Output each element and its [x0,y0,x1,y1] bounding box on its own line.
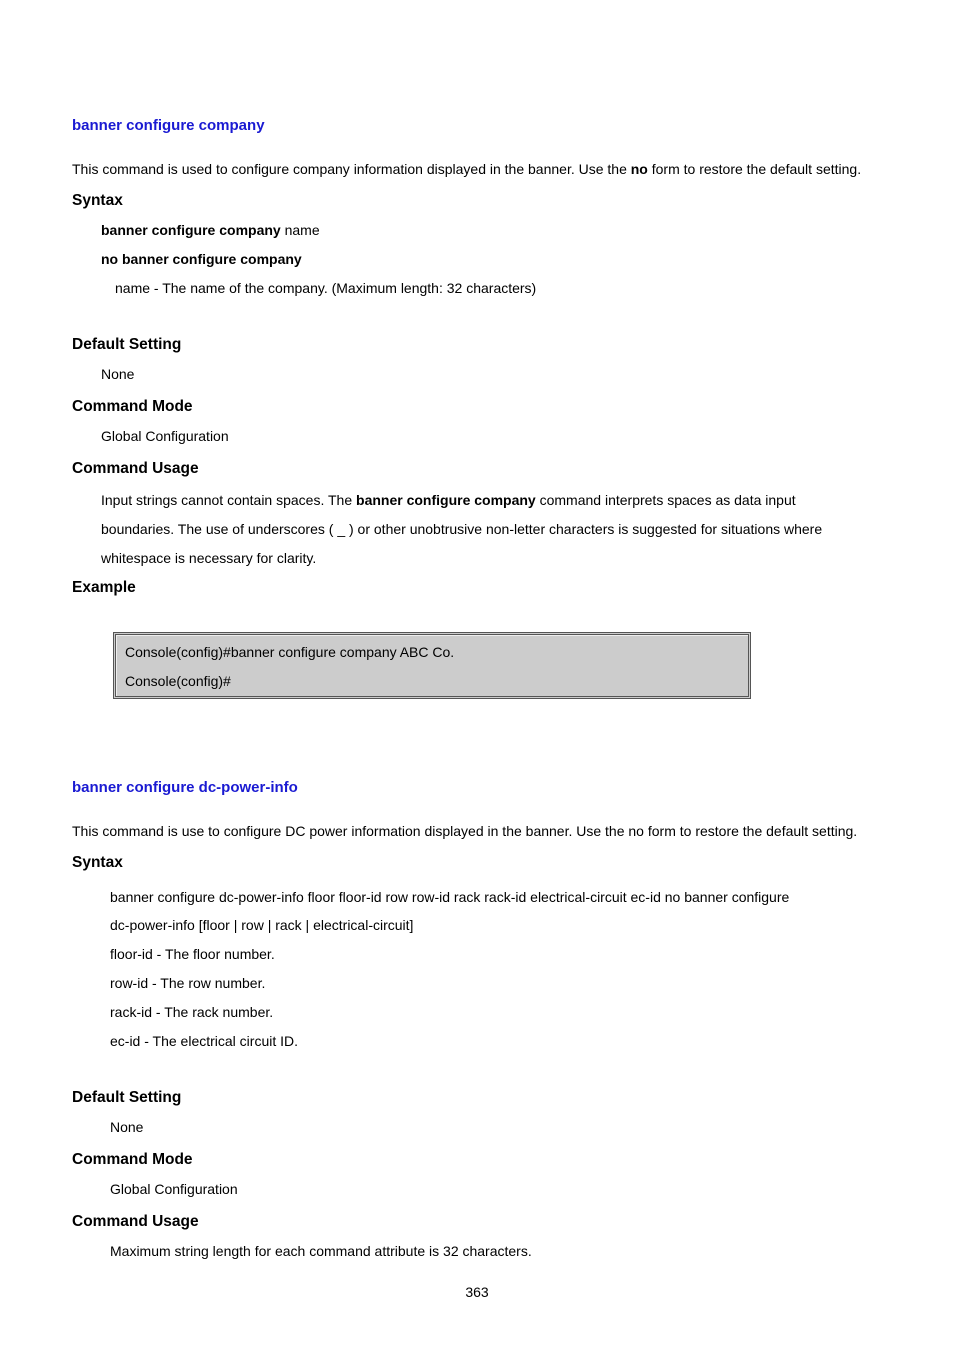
parameter-description: ec-id - The electrical circuit ID. [110,1033,299,1049]
parameter-description: row-id - The row number. [110,975,266,991]
command-mode-value: Global Configuration [110,1181,238,1197]
console-line: Console(config)# [125,673,231,689]
syntax-line: dc-power-info [floor | row | rack | electrical-circuit] [110,917,414,933]
default-setting-value: None [101,366,135,382]
command-mode-value: Global Configuration [101,428,229,444]
page-number: 363 [465,1284,489,1300]
syntax-heading: Syntax [72,854,123,871]
syntax-heading: Syntax [72,192,123,209]
section-title-banner-configure-dc-power-info: banner configure dc-power-info [72,779,298,796]
section-description [72,160,861,178]
parameter-description: rack-id - The rack number. [110,1004,274,1020]
parameter-description: floor-id - The floor number. [110,946,275,962]
description-text-end: form to restore the default setting. [647,161,862,177]
syntax-argument: name [280,222,320,238]
syntax-command: banner configure company [101,222,281,238]
command-mode-heading: Command Mode [72,398,193,415]
command-usage-heading: Command Usage [72,460,199,477]
parameter-description: name - The name of the company. (Maximum length: 32 characters) [115,280,537,296]
command-usage-heading: Command Usage [72,1213,199,1230]
syntax-line [101,221,320,239]
usage-line [101,491,796,509]
console-example-box [113,632,751,699]
description-text: This command is used to configure company information displayed in the banner. Use the [72,161,631,177]
section-title-banner-configure-company: banner configure company [72,117,265,134]
usage-text-end: command interprets spaces as data input [535,492,796,508]
command-mode-heading: Command Mode [72,1151,193,1168]
usage-text: Input strings cannot contain spaces. The [101,492,357,508]
description-bold: no [630,161,648,177]
syntax-no-command: no banner configure company [101,251,302,267]
section-description: This command is use to configure DC power information displayed in the banner. Use the no form to restore the default setting. [72,823,858,839]
syntax-no-form [101,250,302,268]
usage-command-bold: banner configure company [356,492,536,508]
default-setting-heading: Default Setting [72,1089,182,1106]
example-heading: Example [72,579,136,596]
syntax-line: banner configure dc-power-info floor floor-id row row-id rack rack-id electrical-circuit ec-id no banner configure [110,889,790,905]
usage-line: whitespace is necessary for clarity. [101,550,317,566]
console-line: Console(config)#banner configure company ABC Co. [125,644,455,660]
default-setting-heading: Default Setting [72,336,182,353]
usage-line: boundaries. The use of underscores ( _ ) or other unobtrusive non-letter characters is suggested for situations where [101,521,823,537]
usage-line: Maximum string length for each command attribute is 32 characters. [110,1243,532,1259]
default-setting-value: None [110,1119,144,1135]
